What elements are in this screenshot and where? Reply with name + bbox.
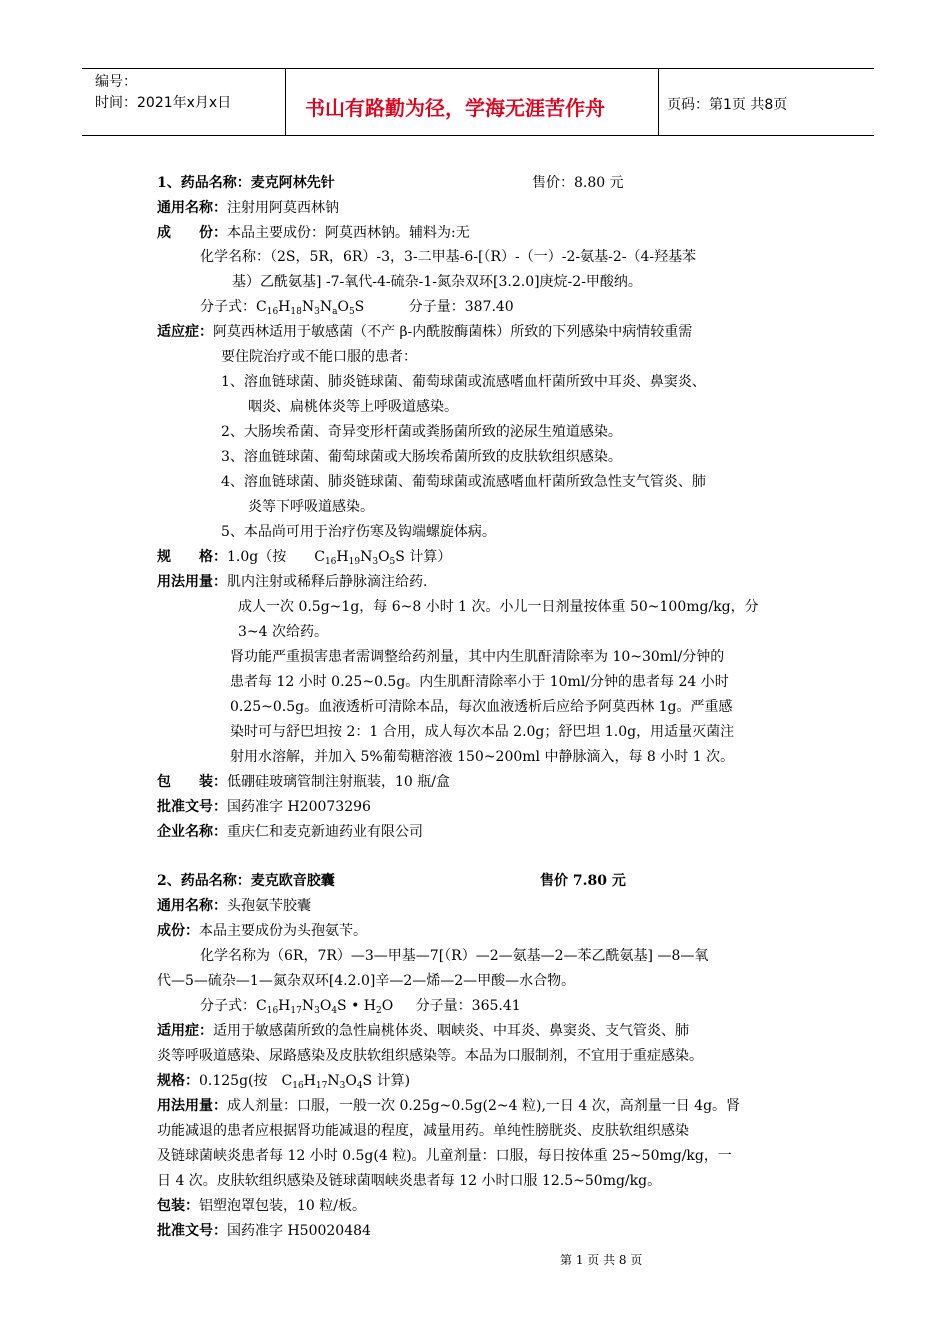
drug2-usage-label: 用法用量：: [157, 1098, 227, 1114]
formula-subscript: 5: [348, 307, 355, 317]
drug1-approval-value: 国药准字 H20073296: [227, 799, 371, 815]
drug1-usage-line: 0.25~0.5g。血液透析可清除本品，每次血液透析后应给予阿莫西林 1g。严重感: [230, 699, 733, 715]
drug1-composition-label: 成 份：: [157, 225, 227, 241]
drug2-approval-row: [157, 1220, 371, 1240]
list-item: 2、大肠埃希菌、奇异变形杆菌或粪肠菌所致的泌尿生殖道感染。: [221, 424, 622, 440]
drug1-formula-row: [200, 296, 514, 317]
header-divider-left: [285, 68, 286, 135]
drug2-package-row: [157, 1195, 366, 1215]
formula-subscript: 4: [356, 1081, 363, 1091]
formula-subscript: 4: [331, 1006, 338, 1016]
formula-element: N: [301, 299, 315, 315]
formula-element: H: [303, 1073, 316, 1089]
drug1-spec-label: 规 格：: [157, 549, 227, 565]
drug2-title: 2、药品名称：麦克欧音胶囊: [157, 873, 335, 889]
formula-subscript: 17: [315, 1081, 328, 1091]
formula-subscript: 3: [314, 1006, 320, 1016]
drug1-generic-label: 通用名称：: [157, 200, 227, 216]
formula-element: N: [319, 299, 333, 315]
formula-subscript: 3: [372, 557, 379, 567]
list-item: 3、溶血链球菌、葡萄球菌或大肠埃希菌所致的皮肤软组织感染。: [221, 449, 622, 465]
drug1-company-label: 企业名称：: [157, 824, 227, 840]
formula-subscript: 5: [389, 557, 396, 567]
drug2-composition-row: [157, 920, 367, 940]
drug2-molecular-weight: 分子量：365.41: [415, 998, 521, 1014]
formula-subscript: 16: [324, 557, 337, 567]
drug2-generic-row: [157, 895, 311, 915]
drug2-formula-row: [200, 995, 521, 1016]
drug1-title: 1、药品名称：麦克阿林先针: [157, 175, 335, 191]
drug1-indication-line-2: 要住院治疗或不能口服的患者：: [221, 349, 417, 365]
list-item: 炎等下呼吸道感染。: [248, 499, 374, 515]
formula-element: S: [354, 299, 365, 315]
drug1-chem-line-2: 基）乙酰氨基] -7-氧代-4-硫杂-1-氮杂双环[3.2.0]庚烷-2-甲酸纳。: [232, 274, 642, 290]
drug1-package-value: 低硼硅玻璃管制注射瓶装，10 瓶/盒: [227, 774, 450, 790]
drug2-chem-line-1: 化学名称为（6R，7R）—3—甲基—7[（R）—2—氨基—2—苯乙酰氨基] —8—氧: [200, 948, 709, 964]
drug1-usage-line: 成人一次 0.5g~1g，每 6~8 小时 1 次。小儿一日剂量按体重 50~100mg/kg，分: [238, 599, 759, 615]
formula-subscript: 3: [314, 307, 320, 317]
drug2-generic-label: 通用名称：: [157, 898, 227, 914]
drug2-usage-line: 及链球菌峡炎患者每 12 小时 0.5g(4 粒)。儿童剂量：口服，每日按体重 25~50mg/kg，一: [157, 1148, 732, 1164]
drug1-spec-row: [157, 546, 451, 567]
drug1-price: 售价：8.80 元: [532, 175, 624, 191]
list-item: 咽炎、扁桃体炎等上呼吸道感染。: [248, 399, 458, 415]
drug1-molecular-weight: 分子量：387.40: [408, 299, 514, 315]
drug1-usage-row: [157, 571, 427, 591]
drug2-composition-label: 成份：: [157, 923, 199, 939]
header-time: 时间：2021年x月x日: [95, 95, 232, 111]
drug1-usage-label: 用法用量：: [157, 574, 227, 590]
drug2-spec-tail: S 计算): [362, 1073, 411, 1089]
drug2-formula-end: O: [381, 998, 394, 1014]
formula-subscript: 19: [348, 557, 361, 567]
list-item: 4、溶血链球菌、肺炎链球菌、葡萄球菌或流感嗜血杆菌所致急性支气管炎、肺: [221, 474, 706, 490]
drug2-indication-line-2: 炎等呼吸道感染、尿路感染及皮肤软组织感染等。本品为口服制剂，不宜用于重症感染。: [157, 1048, 703, 1064]
footer-page-number: 第 1 页 共 8 页: [560, 1253, 643, 1267]
drug1-usage-line: 射用水溶解，并加入 5%葡萄糖溶液 150~200ml 中静脉滴入，每 8 小时 1 次。: [230, 749, 735, 765]
drug1-spec-value: 1.0g（按 C: [227, 549, 325, 565]
drug1-composition-row: [157, 222, 470, 242]
drug1-spec-tail: 计算）: [409, 549, 452, 565]
drug1-approval-label: 批准文号：: [157, 799, 227, 815]
formula-element: N: [360, 549, 373, 565]
formula-element: H: [278, 998, 291, 1014]
drug2-indication-label: 适用症：: [157, 1023, 213, 1039]
formula-element: O: [345, 1073, 357, 1089]
formula-element: N: [301, 998, 315, 1014]
drug1-indication-line-1: 阿莫西林适用于敏感菌（不产 β-内酰胺酶菌株）所致的下列感染中病情较重需: [213, 324, 693, 340]
drug2-usage-line: 功能减退的患者应根据肾功能减退的程度，减量用药。单纯性膀胱炎、皮肤软组织感染: [157, 1123, 689, 1139]
drug1-generic-row: [157, 197, 339, 217]
formula-subscript: 16: [266, 307, 279, 317]
drug1-chem-line-1: 化学名称：（2S，5R，6R）-3，3-二甲基-6-[（R）-（一）-2-氨基-2-（4-羟基苯: [200, 249, 697, 265]
drug1-generic-value: 注射用阿莫西林钠: [227, 200, 339, 216]
drug1-usage-line: 3~4 次给药。: [238, 624, 328, 640]
drug2-approval-label: 批准文号：: [157, 1223, 227, 1239]
formula-element: N: [327, 1073, 340, 1089]
formula-subscript: 2: [376, 1006, 382, 1016]
drug2-spec-label: 规格：: [157, 1073, 199, 1089]
drug2-indication-row: [157, 1020, 689, 1040]
formula-element: H: [336, 549, 349, 565]
formula-subscript: 17: [290, 1006, 302, 1016]
header-bottom-rule: [82, 135, 874, 136]
drug1-indication-row: [157, 321, 692, 341]
drug2-usage-line-1: 成人剂量：口服，一般一次 0.25g~0.5g(2~4 粒),一日 4 次，高剂量一日 4g。肾: [227, 1098, 741, 1114]
formula-subscript: 18: [290, 307, 302, 317]
formula-subscript: a: [332, 307, 338, 317]
drug1-usage-line: 肾功能严重损害患者需调整给药剂量，其中内生肌酐清除率为 10~30ml/分钟的: [230, 649, 725, 665]
drug1-company-value: 重庆仁和麦克新迪药业有限公司: [227, 824, 423, 840]
formula-element: H: [278, 299, 291, 315]
header-number-label: 编号：: [95, 74, 137, 90]
drug1-usage-line: 患者每 12 小时 0.25~0.5g。内生肌酐清除率小于 10ml/分钟的患者每 24 小时: [230, 674, 729, 690]
drug1-indication-label: 适应症：: [157, 324, 213, 340]
drug2-spec-value: 0.125g(按 C: [199, 1073, 293, 1089]
header-divider-right: [658, 68, 659, 135]
drug1-package-label: 包 装：: [157, 774, 227, 790]
drug1-usage-line-1: 肌内注射或稀释后静脉滴注给药.: [227, 574, 428, 590]
drug2-chem-line-2: 代—5—硫杂—1—氮杂双环[4.2.0]辛—2—烯—2—甲酸—水合物。: [157, 973, 576, 989]
formula-element: S: [395, 549, 410, 565]
formula-element: O: [337, 299, 349, 315]
formula-subscript: 16: [266, 1006, 279, 1016]
drug2-usage-row: [157, 1095, 740, 1115]
list-item: 1、溶血链球菌、肺炎链球菌、葡萄球菌或流感嗜血杆菌所致中耳炎、鼻窦炎、: [221, 374, 706, 390]
list-item: 5、本品尚可用于治疗伤寒及钩端螺旋体病。: [221, 524, 496, 540]
drug1-composition-value: 本品主要成份：阿莫西林钠。辅料为:无: [227, 225, 470, 241]
drug1-approval-row: [157, 796, 371, 816]
drug1-formula-label: 分子式：C: [200, 299, 267, 315]
drug2-spec-row: [157, 1070, 410, 1091]
drug2-usage-line: 日 4 次。皮肤软组织感染及链球菌咽峡炎患者每 12 小时口服 12.5~50mg/kg。: [157, 1173, 662, 1189]
drug2-generic-value: 头孢氨苄胶囊: [227, 898, 311, 914]
drug2-approval-value: 国药准字 H50020484: [227, 1223, 371, 1239]
formula-subscript: 3: [339, 1081, 346, 1091]
drug1-company-row: [157, 821, 423, 841]
drug2-package-value: 铝塑泡罩包装，10 粒/板。: [199, 1198, 366, 1214]
drug2-indication-line-1: 适用于敏感菌所致的急性扁桃体炎、咽峡炎、中耳炎、鼻窦炎、支气管炎、肺: [213, 1023, 689, 1039]
formula-element: O: [319, 998, 332, 1014]
header-top-rule: [82, 68, 874, 69]
formula-subscript: 16: [292, 1081, 304, 1091]
drug1-usage-line: 染时可与舒巴坦按 2：1 合用，成人每次本品 2.0g；舒巴坦 1.0g，用适量灭菌注: [230, 724, 735, 740]
drug2-formula-tail: S • H: [337, 998, 377, 1014]
drug2-formula-label: 分子式：C: [200, 998, 267, 1014]
drug2-composition-value: 本品主要成份为头孢氨苄。: [199, 923, 367, 939]
header-motto: 书山有路勤为径，学海无涯苦作舟: [305, 96, 605, 120]
formula-element: O: [378, 549, 390, 565]
header-page-number: 页码：第1页 共8页: [667, 97, 788, 113]
drug2-package-label: 包装：: [157, 1198, 199, 1214]
drug1-package-row: [157, 771, 450, 791]
drug2-price: 售价 7.80 元: [540, 873, 626, 889]
